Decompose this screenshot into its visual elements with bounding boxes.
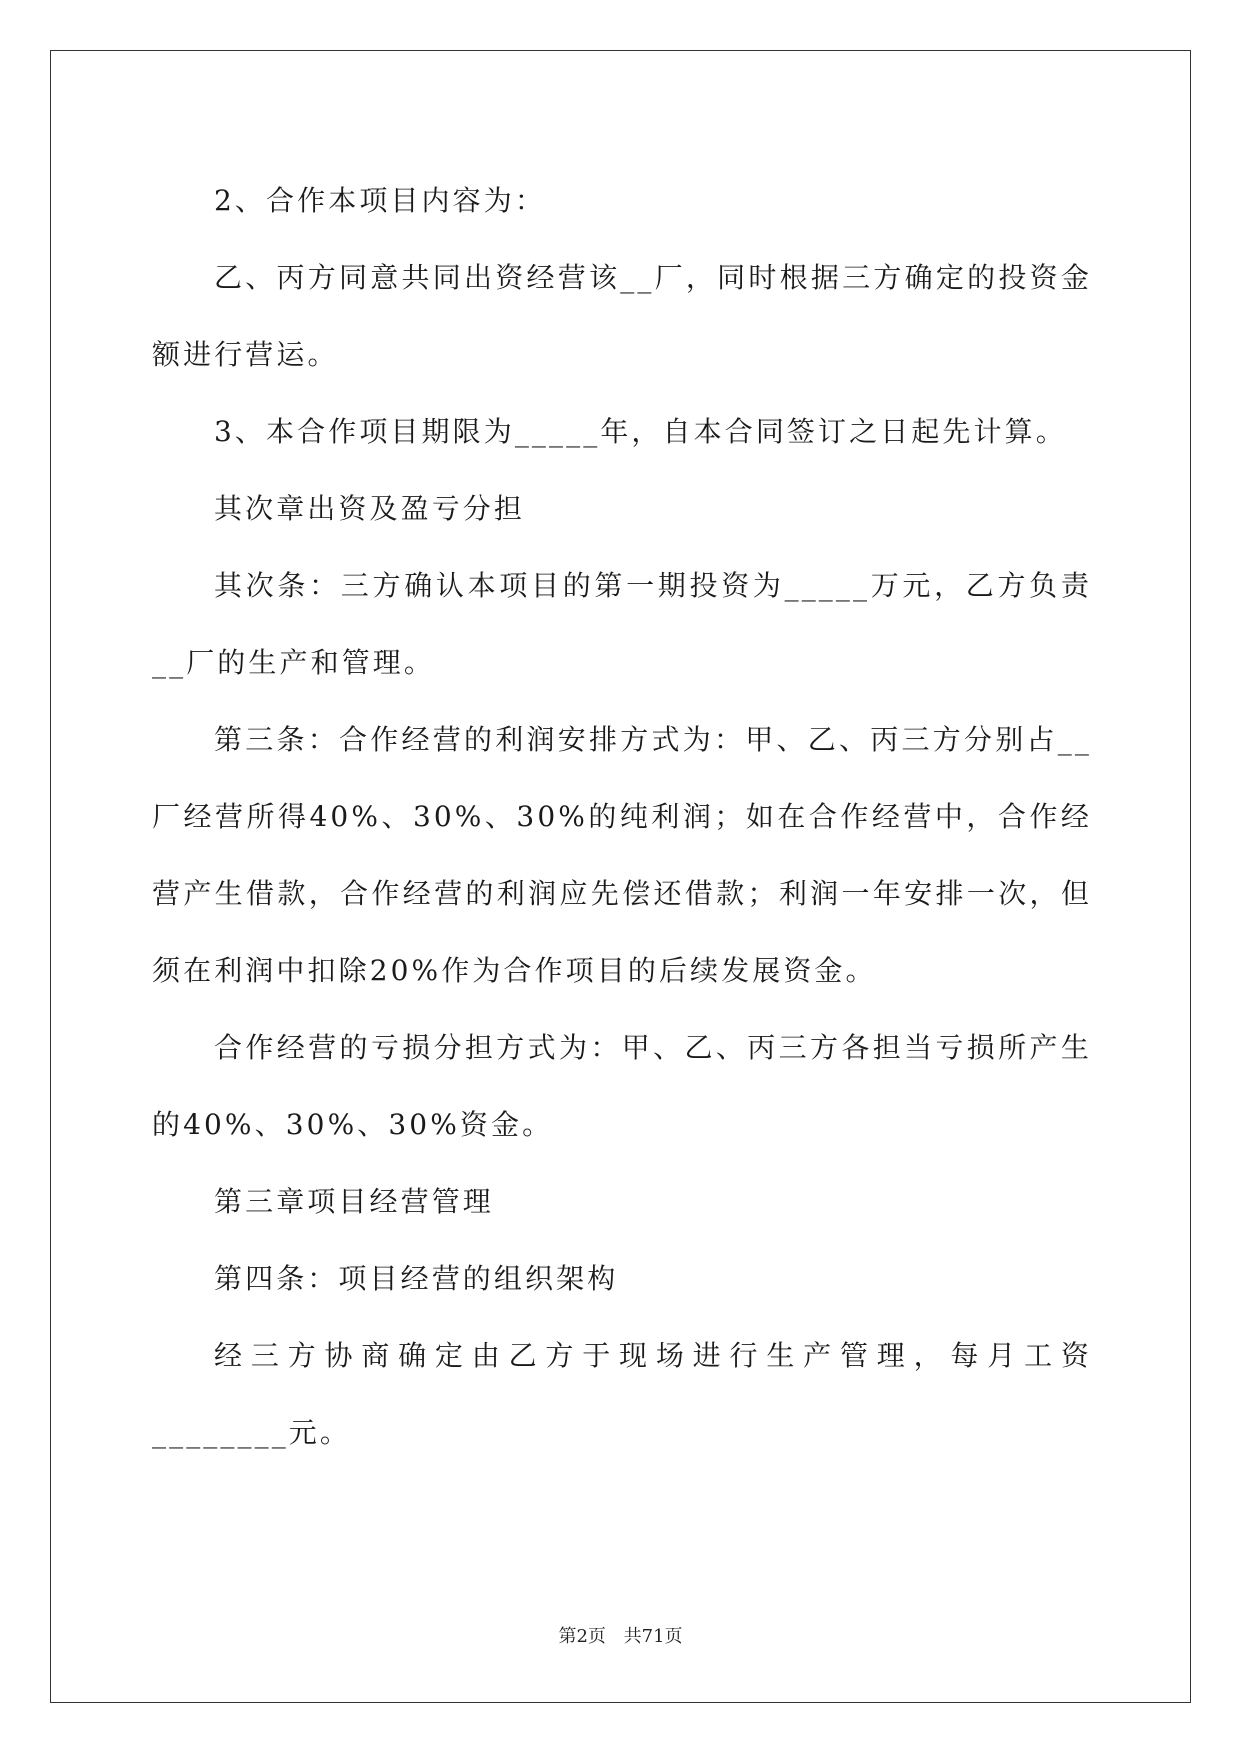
paragraph-loss-sharing: 合作经营的亏损分担方式为：甲、乙、丙三方各担当亏损所产生的40%、30%、30%资金。 (152, 1031, 1092, 1141)
document-body (152, 162, 1092, 1471)
paragraph-project-term: 3、本合作项目期限为_____年，自本合同签订之日起先计算。 (214, 415, 1067, 448)
paragraph-salary: 经三方协商确定由乙方于现场进行生产管理，每月工资________元。 (152, 1339, 1092, 1449)
article-2-first-investment: 其次条：三方确认本项目的第一期投资为_____万元，乙方负责__厂的生产和管理。 (152, 569, 1092, 679)
page-number: 第2页 (558, 1626, 606, 1647)
paragraph-project-content-heading: 2、合作本项目内容为： (214, 184, 546, 217)
chapter-heading-project-management: 第三章项目经营管理 (214, 1185, 494, 1218)
article-4-organization: 第四条：项目经营的组织架构 (214, 1262, 619, 1295)
page-total: 共71页 (623, 1626, 683, 1647)
paragraph-joint-investment: 乙、丙方同意共同出资经营该__厂，同时根据三方确定的投资金额进行营运。 (152, 261, 1092, 371)
chapter-heading-capital-and-profit: 其次章出资及盈亏分担 (214, 492, 526, 525)
page-footer (0, 1622, 1241, 1648)
article-3-profit-distribution: 第三条：合作经营的利润安排方式为：甲、乙、丙三方分别占__厂经营所得40%、30%、30%的纯利润；如在合作经营中，合作经营产生借款，合作经营的利润应先偿还借款；利润一年安排一次，但须在利润中扣除20%作为合作项目的后续发展资金。 (152, 723, 1092, 987)
